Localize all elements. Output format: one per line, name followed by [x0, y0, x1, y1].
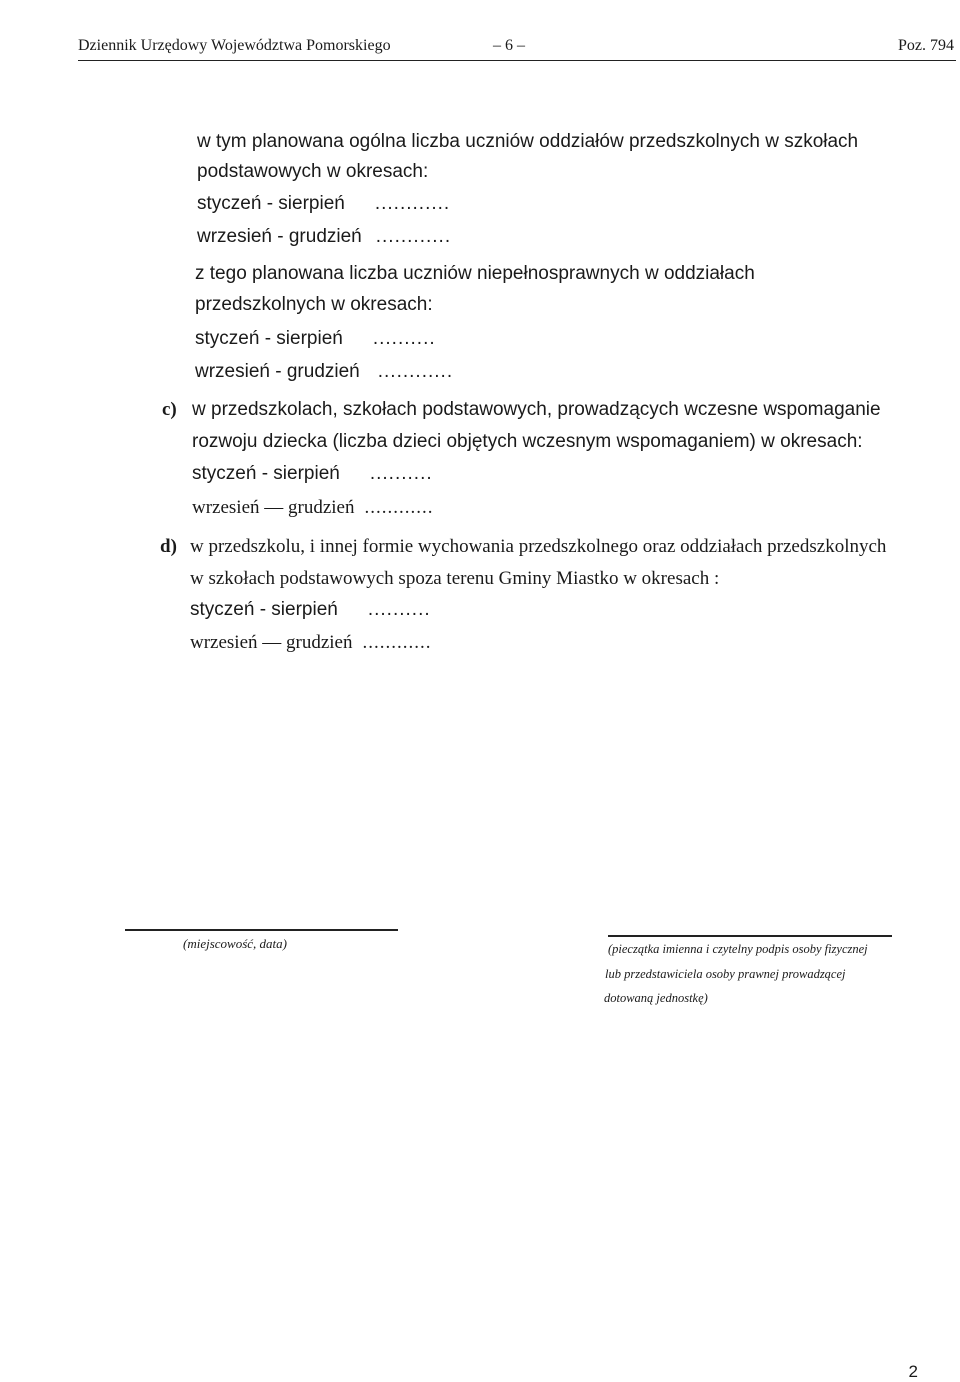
period-jan-aug-disabled	[195, 327, 436, 351]
fill-dots: ............	[364, 497, 434, 518]
period-label: wrzesień — grudzień	[192, 497, 355, 518]
fill-dots: ............	[374, 193, 451, 214]
period-label: styczeń - sierpień	[197, 193, 345, 214]
period-label: wrzesień — grudzień	[190, 632, 353, 653]
period-sep-dec-disabled	[195, 360, 453, 384]
period-label: styczeń - sierpień	[195, 328, 343, 349]
section-d-period-2	[190, 631, 432, 655]
period-jan-aug	[197, 192, 450, 216]
section-d-line-2: w szkołach podstawowych spoza terenu Gminy Miastko w okresach :	[190, 568, 720, 589]
period-sep-dec	[197, 225, 451, 249]
section-d-marker: d)	[160, 536, 177, 557]
journal-title: Dziennik Urzędowy Województwa Pomorskiego	[78, 37, 391, 54]
period-label: wrzesień - grudzień	[197, 226, 362, 247]
intro-line-1: w tym planowana ogólna liczba uczniów oddziałów przedszkolnych w szkołach	[197, 131, 859, 152]
intro-line-2: podstawowych w okresach:	[197, 161, 429, 182]
fill-dots: ..........	[372, 328, 436, 349]
period-label: styczeń - sierpień	[192, 463, 340, 484]
fill-dots: ..........	[369, 463, 433, 484]
fill-dots: ............	[362, 632, 432, 653]
section-d-line-1	[160, 535, 887, 559]
position-number: Poz. 794	[898, 37, 954, 54]
fill-dots: ..........	[367, 599, 431, 620]
section-c-marker: c)	[162, 399, 177, 420]
page-number: 2	[908, 1362, 918, 1381]
page-indicator: – 6 –	[493, 37, 525, 54]
sub-line-1: z tego planowana liczba uczniów niepełnosprawnych w oddziałach	[195, 263, 755, 284]
section-c-line-1	[162, 398, 881, 422]
period-label: styczeń - sierpień	[190, 599, 338, 620]
fill-dots: ............	[377, 361, 454, 382]
section-d-text: w przedszkolu, i innej formie wychowania przedszkolnego oraz oddziałach przedszkolnych	[190, 536, 887, 557]
section-c-period-2	[192, 496, 434, 520]
section-c-period-1	[192, 462, 433, 486]
signature-caption-3: dotowaną jednostkę)	[604, 991, 708, 1005]
signature-caption-1: (pieczątka imienna i czytelny podpis osoby fizycznej	[608, 942, 868, 956]
section-c-text: w przedszkolach, szkołach podstawowych, prowadzących wczesne wspomaganie	[192, 399, 881, 420]
section-c-line-2: rozwoju dziecka (liczba dzieci objętych wczesnym wspomaganiem) w okresach:	[192, 431, 863, 452]
signature-caption-2: lub przedstawiciela osoby prawnej prowadzącej	[605, 967, 846, 981]
period-label: wrzesień - grudzień	[195, 361, 360, 382]
sub-line-2: przedszkolnych w okresach:	[195, 294, 433, 315]
place-date-line	[125, 929, 398, 931]
place-date-caption: (miejscowość, data)	[183, 936, 287, 951]
signature-line	[608, 935, 892, 937]
fill-dots: ............	[375, 226, 452, 247]
section-d-period-1	[190, 598, 431, 622]
